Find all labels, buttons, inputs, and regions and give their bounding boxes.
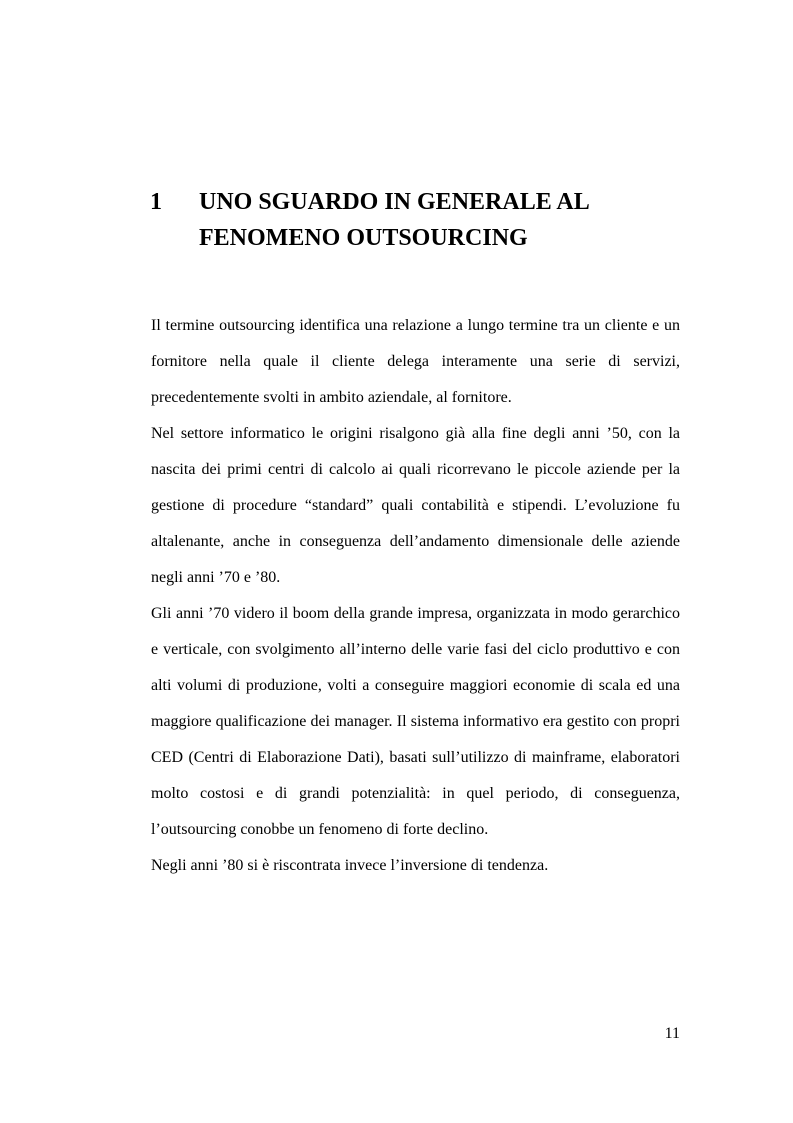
paragraph-origins: Nel settore informatico le origini risalgono già alla fine degli anni ’50, con la nascita dei primi centri di calcolo ai quali ricorrevano le piccole aziende per la gestione di procedure “standard” quali contabilità e stipendi. L’evoluzione fu altalenante, anche in conseguenza dell’andamento dimensionale delle aziende negli anni ’70 e ’80. bbox=[151, 425, 680, 586]
chapter-heading bbox=[150, 184, 670, 256]
chapter-number-spacer bbox=[150, 220, 199, 256]
paragraph-definition: Il termine outsourcing identifica una relazione a lungo termine tra un cliente e un fornitore nella quale il cliente delega interamente una serie di servizi, precedentemente svolti in ambito aziendale, al fornitore. bbox=[151, 317, 680, 406]
paragraph-eighties: Negli anni ’80 si è riscontrata invece l’inversione di tendenza. bbox=[151, 857, 549, 874]
page-number: 11 bbox=[664, 1025, 680, 1042]
chapter-title-line-2: FENOMENO OUTSOURCING bbox=[199, 225, 528, 251]
body-text bbox=[151, 308, 680, 884]
chapter-number: 1 bbox=[150, 189, 162, 215]
paragraph-seventies: Gli anni ’70 videro il boom della grande impresa, organizzata in modo gerarchico e verticale, con svolgimento all’interno delle varie fasi del ciclo produttivo e con alti volumi di produzione, volti a conseguire maggiori economie di scala ed una maggiore qualificazione dei manager. Il sistema informativo era gestito con propri CED (Centri di Elaborazione Dati), basati sull’utilizzo di mainframe, elaboratori molto costosi e di grandi potenzialità: in quel periodo, di conseguenza, l’outsourcing conobbe un fenomeno di forte declino. bbox=[151, 605, 680, 838]
chapter-title-line-1: UNO SGUARDO IN GENERALE AL bbox=[199, 189, 590, 215]
chapter-heading-line-1 bbox=[150, 184, 670, 220]
chapter-heading-line-2 bbox=[150, 220, 670, 256]
